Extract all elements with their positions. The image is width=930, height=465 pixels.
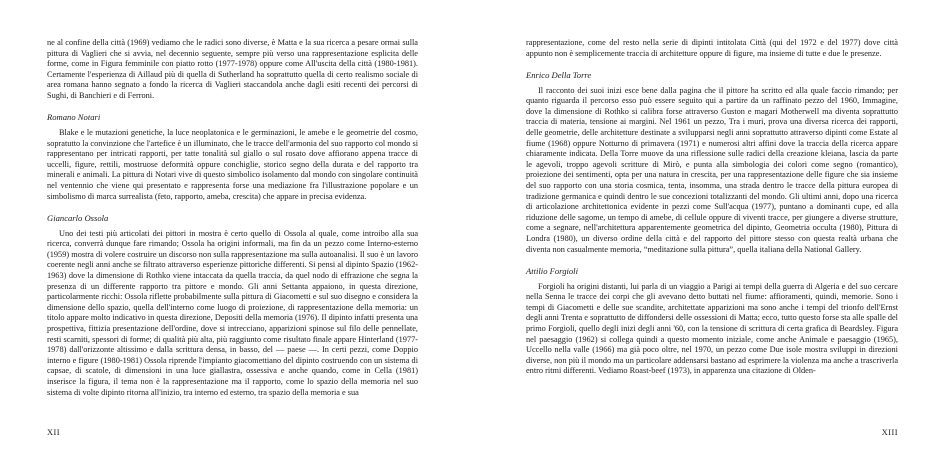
- right-page: [465, 0, 930, 465]
- paragraph: rappresentazione, come del resto nella serie di dipinti intitolata Città (qui del 1972 e del 1977) dove città appunto non è semplicemente traccia di architetture oppure di figure, ma insieme di tutte e due le presenze.: [526, 38, 898, 58]
- paragraph: Il racconto dei suoi inizi esce bene dalla pagina che il pittore ha scritto ed alla quale faccio rimando; per quanto riguarda il percorso esso può essere seguito qui a partire da un raffinato pezzo del 1960, Immagine, dove la dimensione di Rothko si calibra forse attraverso Guston e magari Motherwell ma diventa soprattutto traccia di materia, tensione ai margini. Nel 1961 un pezzo, Tra i muri, prova una diversa ricerca dei rapporti, delle geometrie, delle architetture destinate a svilupparsi negli anni soprattutto attraverso dipinti come Estate al fiume (1968) oppure Notturno di primavera (1971) e numerosi altri affini dove la traccia della ricerca appare chiaramente indicata. Della Torre muove da una riflessione sulle radici della creazione kleiana, lascia da parte le agevoli, troppo agevoli scritture di Mirò, e punta alla simbologia dei colori come segno (romantico), proiezione dei sentimenti, opta per una natura in crescita, per una rappresentazione delle figure che sia insieme del suo rapporto con una storia cosmica, tenta, insomma, una strada dentro le tracce della pittura europea di tradizione germanica e quindi dentro le sue concezioni totalizzanti del mondo. Gli ultimi anni, dopo una ricerca di articolazione architettonica evidente in pezzi come Sull'acqua (1977), puntano a dominanti cupe, ed alla riduzione delle sagome, un tempo di amebe, di cellule oppure di viventi tracce, per giungere a diverse strutture, come a segnare, nell'architettura apparentemente geometrica del dipinto, Geometria occulta (1980), Pittura di Londra (1980), un diverso ordine della città e del rapporto del pittore stesso con questa realtà urbana che diventa non casualmente memoria, “meditazione sulla pittura”, quella italiana della National Gallery.: [526, 85, 898, 254]
- right-page-text: [526, 38, 898, 377]
- paragraph: Blake e le mutazioni genetiche, la luce neoplatonica e le germinazioni, le amebe e le geometrie del cosmo, sopratutto la convinzione che l'artefice è un illuminato, che le tracce dell'armonia del suo rapporto col mondo si rappresentano per intricati rapporti, per tatte tonalità sul giallo o sul rosato dove affiorano appena tracce di uccelli, figure, rettili, mostruose deformità oppure conchiglie, storico segno della durata e del rapporto tra minerali e animali. La pittura di Notari vive di questo simbolico isolamento dal mondo con singolare continuità nel ventennio che viene qui presentato e rappresenta forse una mediazione fra l'illustrazione popolare e un simbolismo di marca surrealista (feto, rapporto, ameba, crescita) che appare in precisa evidenza.: [47, 128, 418, 201]
- page-number: XII: [47, 428, 61, 437]
- section-heading: Attilio Forgioli: [526, 265, 578, 276]
- paragraph: ne al confine della città (1969) vediamo che le radici sono diverse, è Matta e la sua ricerca a pesare ormai sulla pittura di Vaglieri che si avvia, nel decennio seguente, sempre più verso una rappresentazione esplicita delle forme, come in Figura femminile con piatto rotto (1977-1978) oppure come All'uscita della città (1980-1981). Certamente l'esperienza di Aillaud più di quella di Sutherland ha soprattutto quella di certo realismo sociale di area romana hanno segnato a fondo la ricerca di Vaglieri staccandola anche dagli esiti recenti dei percorsi di Sughi, di Banchieri e di Ferroni.: [47, 38, 418, 100]
- section-heading: Giancarlo Ossola: [47, 212, 109, 223]
- section-heading: Romano Notari: [47, 112, 101, 123]
- page-number: XIII: [881, 428, 898, 437]
- paragraph: Uno dei testi più articolati dei pittori in mostra è certo quello di Ossola al quale, come introibo alla sua ricerca, converrà dunque fare rimando; Ossola ha origini informali, ma fin da un pezzo come Interno-esterno (1959) mostra di volere costruire un discorso non sulla rappresentazione ma sulla autoanalisi. Il suo è un lavoro coerente negli anni anche se filtrato attraverso esperienze pittoriche differenti. Si pensi al dipinto Spazio (1962-1963) dove la dimensione di Rothko viene intaccata da quella traccia, da quel nodo di effrazione che segna la presenza di un differente rapporto tra pittore e mondo. Gli anni Settanta appaiono, in questa direzione, particolarmente ricchi: Ossola riflette probabilmente sulla pittura di Giacometti e sul suo disegno e considera la dimensione dello spazio, quella dell'interno come luogo di proiezione, di rappresentazione della memoria: un titolo appare molto indicativo in questa direzione, Depositi della memoria (1976). Il dipinto infatti presenta una prospettiva, fittizia presentazione dell'ordine, dove si intrecciano, apparizioni spinose sul filo delle pennellate, resti scarniti, spessori di forme; di qualità più alta, più raggiunto come risultato finale appare Hinterland (1977-1978) dall'orizzonte altissimo e dalla scrittura densa, in basso, del — paese —. In certi pezzi, come Doppio interno e figure (1980-1981) Ossola riprende l'impianto giacomettiano del dipinto costruendo con un sistema di capsae, di scatole, di dimensioni in una luce giallastra, ossessiva e anche quando, come in Cella (1981) inserisce la figura, il tema non è la rappresentazione ma il rapporto, come lo spazio della memoria nel suo sistema di volte dipinto ritorna all'inizio, tra interno ed esterno, tra spazio della memoria e sua: [47, 228, 418, 397]
- left-page-text: [47, 38, 418, 398]
- paragraph: Forgioli ha origini distanti, lui parla di un viaggio a Parigi ai tempi della guerra di Algeria e del suo cercare nella Senna le tracce dei corpi che gli avevano detto buttati nel fiume: affioramenti, quindi, memorie. Sono i tempi di Giacometti e delle sue scandite, architettate apparizioni ma sono anche i tempi del trionfo dell'Ernst degli anni Trenta e soprattutto de diffondersi delle ossessioni di Matta; ecco, tutto questo forse sta alle spalle del primo Forgioli, quello degli inizi degli anni '60, con la tensione di scrittura di certa grafica di Beardsley. Figura nel paesaggio (1962) si collega quindi a questo momento iniziale, come anche Animale e paesaggio (1965), Uccello nella valle (1966) ma già poco oltre, nel 1970, un pezzo come Due isole mostra sviluppi in direzioni diverse, non più il mondo ma un particolare addensarsi bastano ad esprimere la violenza ma anche a trascriverla entro ritmi differenti. Vediamo Roast-beef (1973), in apparenza una citazione di Olden-: [526, 281, 898, 376]
- section-heading: Enrico Della Torre: [526, 69, 592, 80]
